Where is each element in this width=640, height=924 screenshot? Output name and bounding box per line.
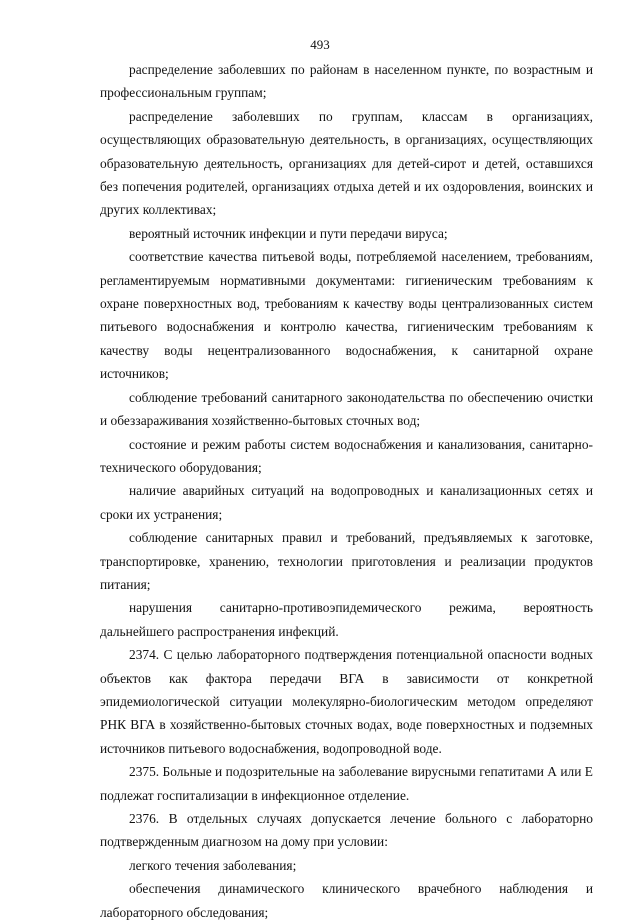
paragraph-2376: 2376. В отдельных случаях допускается лечение больного с лабораторно подтвержденным диагнозом на дому при условии: xyxy=(100,811,593,850)
page-number: 493 xyxy=(310,37,330,52)
word: врачебного xyxy=(417,881,482,897)
paragraph: распределение заболевших по группам, классам в организациях, осуществляющих образовательную деятельность, в организациях, осуществляющих образовательную деятельность, организациях для детей-сирот и детей, оставшихся без попечения родителей, организациях отдыха детей и их оздоровления, воинских и других коллективах; xyxy=(100,108,593,218)
word: динамического xyxy=(218,881,305,897)
page-content xyxy=(100,58,593,924)
paragraph: нарушения санитарно-противоэпидемического режима, вероятность дальнейшего распространения инфекций. xyxy=(100,600,593,639)
paragraph-tail: лабораторного обследования; xyxy=(100,904,269,920)
paragraph-2375: 2375. Больные и подозрительные на заболевание вирусными гепатитами А или Е подлежат госпитализации в инфекционное отделение. xyxy=(100,764,593,803)
word: и xyxy=(585,881,593,897)
paragraph-2374: 2374. С целью лабораторного подтверждения потенциальной опасности водных объектов как фактора передачи ВГА в зависимости от конкретной эпидемиологической ситуации молекулярно-биологическим методом определяют РНК ВГА в хозяйственно-бытовых сточных водах, воде поверхностных и подземных источников питьевого водоснабжения, водопроводной воде. xyxy=(100,647,593,756)
word: обеспечения xyxy=(129,881,201,897)
word: наблюдения xyxy=(499,881,569,897)
paragraph: наличие аварийных ситуаций на водопроводных и канализационных сетях и сроки их устранения; xyxy=(100,483,593,522)
spread-line xyxy=(129,877,593,900)
paragraph: соблюдение требований санитарного законодательства по обеспечению очистки и обеззараживания хозяйственно-бытовых сточных вод; xyxy=(100,389,593,429)
paragraph: распределение заболевших по районам в населенном пункте, по возрастным и профессиональным группам; xyxy=(100,62,593,101)
paragraph: соблюдение санитарных правил и требований, предъявляемых к заготовке, транспортировке, хранению, технологии приготовления и реализации продуктов питания; xyxy=(100,530,593,592)
paragraph: вероятный источник инфекции и пути передачи вируса; xyxy=(129,225,448,241)
paragraph: соответствие качества питьевой воды, потребляемой населением, требованиям, регламентируемым нормативными документами: гигиеническим требованиям к охране поверхностных вод, требованиям к качеству воды централизованных систем питьевого водоснабжения и контролю качества, гигиеническим требованиям к качеству воды нецентрализованного водоснабжения, к санитарной охране источников; xyxy=(100,249,593,382)
word: клинического xyxy=(322,881,401,897)
paragraph: легкого течения заболевания; xyxy=(129,857,297,873)
paragraph: состояние и режим работы систем водоснабжения и канализования, санитарно-технического оборудования; xyxy=(100,436,593,475)
